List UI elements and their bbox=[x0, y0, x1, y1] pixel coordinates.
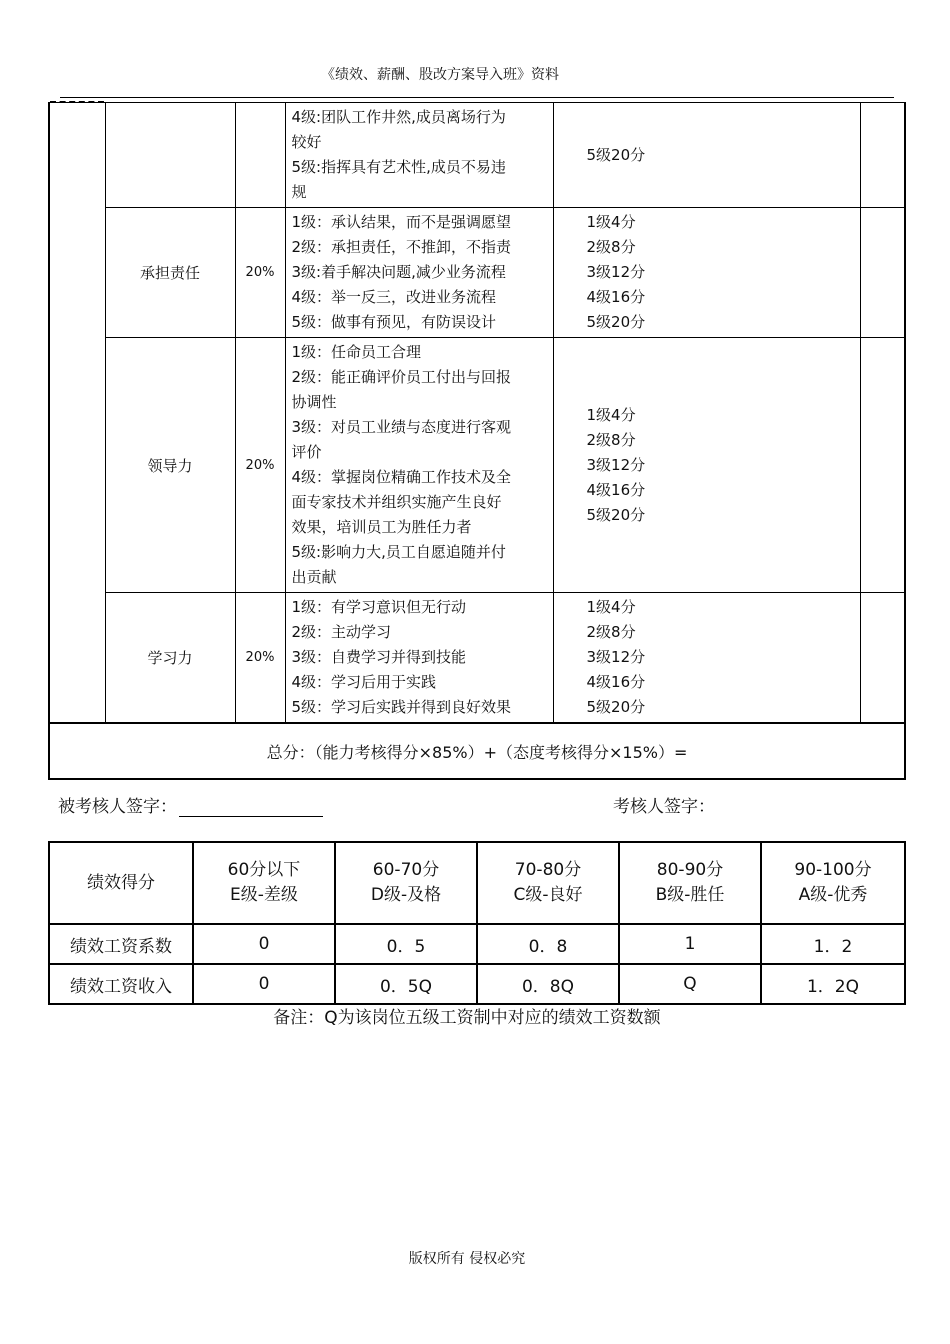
assessment-row bbox=[49, 208, 905, 338]
level-score-line: 5级20分 bbox=[586, 313, 646, 331]
level-description-line: 4级：学习后用于实践 bbox=[291, 673, 437, 691]
perf-value-cell: 0．5 bbox=[335, 924, 477, 964]
level-description bbox=[285, 593, 553, 724]
document-header: 《绩效、薪酬、股改方案导入班》资料 bbox=[321, 67, 559, 83]
level-score-line: 1级4分 bbox=[586, 213, 636, 231]
item-name: 领导力 bbox=[105, 338, 235, 593]
level-scores bbox=[553, 338, 860, 593]
level-score-line: 1级4分 bbox=[586, 405, 636, 424]
level-score-line: 4级16分 bbox=[586, 480, 646, 499]
level-description-line: 5级:影响力大,员工自愿追随并付 bbox=[291, 543, 506, 561]
perf-header-cell bbox=[477, 842, 619, 924]
perf-header-cell bbox=[335, 842, 477, 924]
level-scores bbox=[553, 103, 860, 208]
perf-value-cell: 0．5Q bbox=[335, 964, 477, 1004]
item-weight: 20% bbox=[235, 338, 285, 593]
level-description-line: 4级：举一反三，改进业务流程 bbox=[291, 288, 497, 306]
assessment-row bbox=[49, 593, 905, 724]
level-description-line: 2级：承担责任，不推卸，不指责 bbox=[291, 238, 512, 256]
perf-header-text: 70-80分 bbox=[514, 860, 582, 880]
level-score-line: 3级12分 bbox=[586, 648, 646, 666]
perf-row-label: 绩效工资系数 bbox=[49, 924, 193, 964]
examinee-signature-label: 被考核人签字： bbox=[58, 797, 177, 817]
level-score-line: 5级20分 bbox=[586, 145, 646, 164]
perf-header-cell bbox=[619, 842, 761, 924]
score-entry-cell[interactable] bbox=[860, 593, 905, 724]
level-scores bbox=[553, 593, 860, 724]
level-score-line: 5级20分 bbox=[586, 698, 646, 716]
level-description-line: 效果，培训员工为胜任力者 bbox=[291, 518, 472, 536]
score-entry-cell[interactable] bbox=[860, 208, 905, 338]
examiner-signature bbox=[613, 792, 715, 817]
level-description-line: 协调性 bbox=[291, 393, 337, 411]
assessment-row bbox=[49, 338, 905, 593]
level-description-line: 1级：承认结果，而不是强调愿望 bbox=[291, 213, 512, 231]
remark-note: 备注：Q为该岗位五级工资制中对应的绩效工资数额 bbox=[273, 1008, 661, 1028]
perf-value-cell: 1 bbox=[619, 924, 761, 964]
level-description-line: 4级：掌握岗位精确工作技术及全 bbox=[291, 468, 512, 486]
level-description bbox=[285, 208, 553, 338]
level-description-line: 2级：主动学习 bbox=[291, 623, 392, 641]
level-description-line: 出贡献 bbox=[291, 568, 337, 586]
perf-value-cell: 0 bbox=[193, 924, 335, 964]
perf-value-cell: 0 bbox=[193, 964, 335, 1004]
level-description-line: 5级：做事有预见，有防误设计 bbox=[291, 313, 497, 331]
level-description-line: 3级:着手解决问题,减少业务流程 bbox=[291, 263, 506, 281]
level-score-line: 1级4分 bbox=[586, 598, 636, 616]
perf-header-text: E级-差级 bbox=[230, 885, 298, 905]
level-description-line: 2级：能正确评价员工付出与回报 bbox=[291, 368, 512, 386]
level-score-line: 5级20分 bbox=[586, 505, 646, 524]
category-cell bbox=[49, 103, 105, 724]
perf-header-cell bbox=[761, 842, 905, 924]
total-formula: 总分：（能力考核得分×85%）+（态度考核得分×15%）= bbox=[49, 723, 905, 779]
perf-header-text: C级-良好 bbox=[513, 885, 583, 905]
header-rule bbox=[60, 97, 894, 98]
perf-value-cell: 1．2 bbox=[761, 924, 905, 964]
examinee-signature bbox=[58, 792, 323, 817]
perf-header-text: 绩效得分 bbox=[87, 872, 155, 893]
level-score-line: 4级16分 bbox=[586, 673, 646, 691]
perf-header-row bbox=[49, 842, 905, 924]
item-name: 学习力 bbox=[105, 593, 235, 724]
examiner-signature-label: 考核人签字： bbox=[613, 797, 715, 817]
level-description-line: 评价 bbox=[291, 443, 322, 461]
item-weight bbox=[235, 103, 285, 208]
perf-header-cell bbox=[49, 842, 193, 924]
item-weight: 20% bbox=[235, 208, 285, 338]
level-description-line: 较好 bbox=[291, 133, 322, 151]
level-description-line: 1级：有学习意识但无行动 bbox=[291, 598, 467, 616]
perf-value-cell: 0．8Q bbox=[477, 964, 619, 1004]
level-description-line: 3级：对员工业绩与态度进行客观 bbox=[291, 418, 512, 436]
assessment-table bbox=[48, 102, 906, 780]
perf-header-cell bbox=[193, 842, 335, 924]
level-score-line: 2级8分 bbox=[586, 623, 636, 641]
level-score-line: 3级12分 bbox=[586, 263, 646, 281]
item-name bbox=[105, 103, 235, 208]
item-weight: 20% bbox=[235, 593, 285, 724]
perf-data-row bbox=[49, 924, 905, 964]
assessment-row bbox=[49, 103, 905, 208]
perf-header-text: D级-及格 bbox=[370, 885, 442, 905]
performance-pay-table bbox=[48, 841, 906, 1005]
level-description-line: 规 bbox=[291, 183, 307, 201]
level-description-line: 3级：自费学习并得到技能 bbox=[291, 648, 467, 666]
level-score-line: 4级16分 bbox=[586, 288, 646, 306]
total-row bbox=[49, 723, 905, 779]
level-description-line: 5级：学习后实践并得到良好效果 bbox=[291, 698, 512, 716]
level-description-line: 面专家技术并组织实施产生良好 bbox=[291, 493, 502, 511]
perf-value-cell: 1．2Q bbox=[761, 964, 905, 1004]
score-entry-cell[interactable] bbox=[860, 338, 905, 593]
perf-value-cell: Q bbox=[619, 964, 761, 1004]
level-score-line: 2级8分 bbox=[586, 430, 636, 449]
level-score-line: 2级8分 bbox=[586, 238, 636, 256]
level-description-line: 4级:团队工作井然,成员离场行为 bbox=[291, 108, 506, 126]
examinee-signature-line[interactable] bbox=[179, 802, 323, 817]
level-description bbox=[285, 103, 553, 208]
item-name: 承担责任 bbox=[105, 208, 235, 338]
level-description bbox=[285, 338, 553, 593]
perf-header-text: 80-90分 bbox=[656, 860, 724, 880]
perf-header-text: A级-优秀 bbox=[798, 885, 868, 905]
level-score-line: 3级12分 bbox=[586, 455, 646, 474]
perf-data-row bbox=[49, 964, 905, 1004]
level-description-line: 1级：任命员工合理 bbox=[291, 343, 422, 361]
level-scores bbox=[553, 208, 860, 338]
perf-value-cell: 0．8 bbox=[477, 924, 619, 964]
perf-row-label: 绩效工资收入 bbox=[49, 964, 193, 1004]
perf-header-text: 60-70分 bbox=[372, 860, 440, 880]
perf-header-text: 60分以下 bbox=[227, 860, 301, 880]
score-entry-cell[interactable] bbox=[860, 103, 905, 208]
perf-header-text: 90-100分 bbox=[794, 860, 872, 880]
level-description-line: 5级:指挥具有艺术性,成员不易违 bbox=[291, 158, 506, 176]
perf-header-text: B级-胜任 bbox=[655, 885, 725, 905]
document-footer: 版权所有 侵权必究 bbox=[408, 1251, 526, 1267]
